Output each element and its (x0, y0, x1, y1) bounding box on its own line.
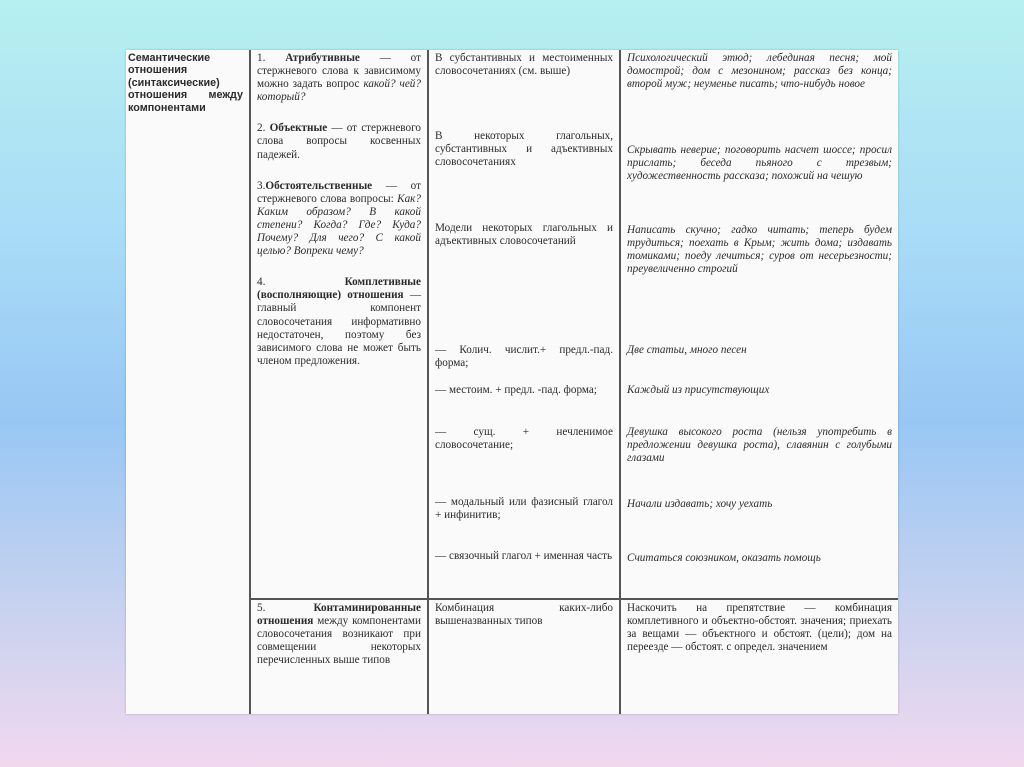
slide-image (126, 50, 898, 714)
example-1: Психологический этюд; лебединая песня; мой домострой; дом с мезонином; рассказ без конца; второй муж; неуменье писать; что-нибудь новое (627, 52, 892, 91)
combo-4c: — сущ. + нечленимое словосочетание; (435, 426, 613, 452)
type-5-name: Контаминированные отношения (257, 602, 421, 628)
example-3: Написать скучно; гадко читать; теперь будем трудиться; поехать в Крым; жить дома; издавать томиками; поеду лечиться; суров от несерьезности; преувеличенно строгий (627, 224, 892, 276)
type-4-name: Комплетивные (восполняющие) отношения (257, 276, 421, 302)
combo-4e: — связочный глагол + именная часть (435, 550, 613, 562)
examples-cell (620, 50, 898, 599)
combo-5-cell (428, 599, 620, 714)
example-4d: Начали издавать; хочу уехать (627, 498, 773, 510)
type-2-name: Объектные (269, 122, 328, 135)
combo-3: Модели некоторых глагольных и адъективных словосочетаний (435, 222, 613, 248)
example-2: Скрывать неверие; поговорить насчет шоссе; просил прислать; беседа пьяного с трезвым; художественность рассказа; похожий на чешую (627, 144, 892, 183)
header-cell (126, 50, 250, 599)
combo-5: Комбинация каких-либо вышеназванных типов (435, 602, 613, 628)
type-4: 4. Комплетивные (восполняющие) отношения — главный компонент словосочетания информативно недостаточен, поэтому без зависимого слова не может быть членом предложения. (257, 276, 422, 367)
example-4a: Две статьи, много песен (627, 344, 747, 356)
example-5-cell (620, 599, 898, 714)
combo-2: В некоторых глагольных, субстантивных и адъективных словосочетаниях (435, 130, 613, 169)
type-2: 2. Объектные — от стержневого слова вопросы косвенных падежей. (257, 122, 421, 161)
combo-4d: — модальный или фазисный глагол + инфинитив; (435, 496, 613, 522)
example-4e: Считаться союзником, оказать помощь (627, 552, 821, 564)
table-row (126, 50, 898, 599)
combo-1: В субстантивных и местоименных словосочетаниях (см. выше) (435, 52, 613, 78)
types-cell (250, 50, 428, 599)
syntactic-relations-table (126, 50, 898, 714)
combo-4a: — Колич. числит.+ предл.-пад. форма; (435, 344, 613, 370)
combo-4b: — местоим. + предл. -пад. форма; (435, 384, 597, 396)
header-text: Семантические отношения (синтаксические) отношения между компонентами (128, 52, 243, 114)
example-4b: Каждый из присутствующих (627, 384, 770, 396)
type-3: 3.Обстоятельственные — от стержневого слова вопросы: Как? Каким образом? В какой степени? Когда? Где? Куда? Почему? Для чего? С какой целью? Вопреки чему? (257, 179, 421, 258)
type-3-name: Обстоятельственные (265, 179, 373, 192)
type-1: 1. Атрибутивные — от стержневого слова к зависимому можно задать вопрос какой? чей? который? (257, 52, 422, 104)
type-1-name: Атрибутивные (285, 52, 360, 64)
type-5-cell: 5. Контаминированные отношения между компонентами словосочетания возникают при совмещении некоторых перечисленных выше типов (250, 599, 428, 714)
example-4c: Девушка высокого роста (нельзя употребить в предложении девушка роста), славянин с голубыми глазами (627, 426, 892, 465)
combinations-cell (428, 50, 620, 599)
table-row (126, 599, 898, 714)
example-5: Наскочить на препятствие — комбинация комплетивного и объектно-обстоят. значения; приехать за вещами — объектного и обстоят. (цели); дом на переезде — обстоят. с определ. значением (627, 602, 892, 654)
empty-cell (126, 599, 250, 714)
